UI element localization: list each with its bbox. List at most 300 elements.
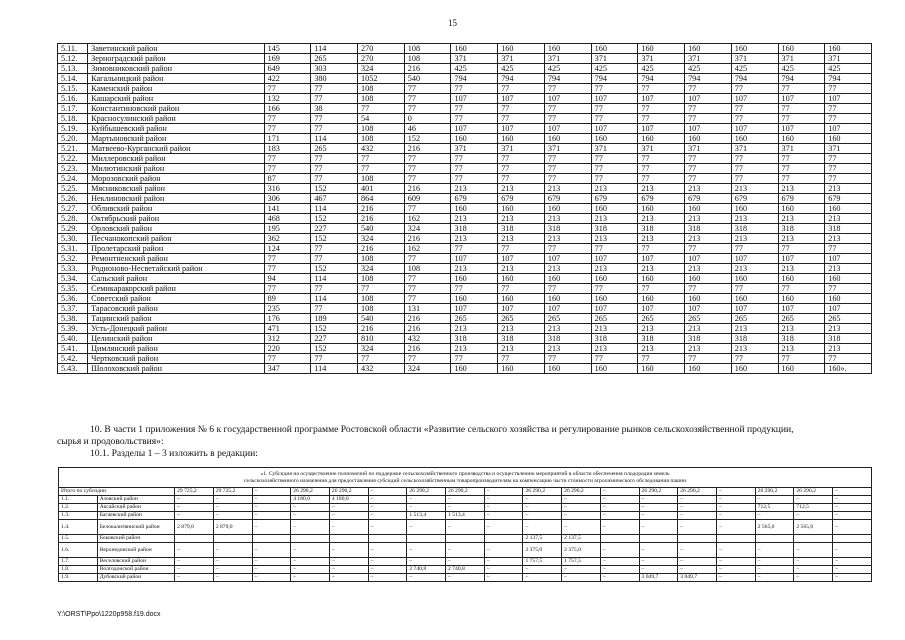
value-cell: – [716,504,755,512]
value-cell: – [678,566,717,574]
value-cell: 107 [544,304,591,314]
row-number: 1.9. [59,574,98,582]
value-cell [639,535,678,543]
row-number: 5.24. [58,174,88,184]
value-cell: 318 [498,334,545,344]
value-cell: 107 [685,254,732,264]
value-cell: 160 [498,274,545,284]
value-cell: 540 [404,74,451,84]
value-cell: 318 [825,334,872,344]
value-cell: – [291,574,330,582]
value-cell: 77 [638,174,685,184]
value-cell: 160 [638,364,685,374]
row-number: 5.29. [58,224,88,234]
value-cell: 213 [685,264,732,274]
value-cell: 107 [731,94,778,104]
value-cell: 77 [591,84,638,94]
value-cell: 46 [404,124,451,134]
value-cell: 467 [311,194,358,204]
value-cell: 107 [451,94,498,104]
value-cell: 425 [591,64,638,74]
value-cell: 77 [498,84,545,94]
value-cell: 371 [685,144,732,154]
value-cell: – [446,543,485,558]
value-cell: – [484,558,523,566]
value-cell: 213 [778,324,825,334]
value-cell: 77 [451,174,498,184]
value-cell: – [833,496,872,504]
value-cell: – [213,504,252,512]
value-cell: 864 [358,194,405,204]
total-value: – [484,488,523,496]
value-cell: – [716,496,755,504]
value-cell [252,535,291,543]
value-cell: 371 [451,144,498,154]
value-cell: 2 740,8 [446,566,485,574]
district-name: Матвеево-Курганский район [88,144,265,154]
value-cell: – [213,566,252,574]
value-cell: 213 [638,324,685,334]
table-row [58,254,872,264]
value-cell: – [407,520,446,535]
value-cell: – [523,520,562,535]
value-cell: 216 [404,314,451,324]
value-cell: 77 [404,274,451,284]
value-cell: 679 [731,194,778,204]
district-name: Боковский район [97,535,174,543]
value-cell: 213 [685,184,732,194]
value-cell: – [329,574,368,582]
value-cell: 77 [544,174,591,184]
value-cell: 77 [778,164,825,174]
paragraph-10-1: 10.1. Разделы 1 – 3 изложить в редакции: [90,448,258,459]
value-cell: – [562,566,601,574]
value-cell: – [639,496,678,504]
district-name: Ремонтненский район [88,254,265,264]
value-cell: 160 [544,364,591,374]
table-row [58,304,872,314]
value-cell: 324 [404,224,451,234]
value-cell: – [794,512,833,520]
value-cell: 213 [731,264,778,274]
row-number: 5.20. [58,134,88,144]
value-cell: 77 [731,114,778,124]
value-cell: 77 [638,164,685,174]
table-row [58,354,872,364]
value-cell: 265 [591,314,638,324]
value-cell: 108 [358,84,405,94]
value-cell: – [484,496,523,504]
value-cell: 2 137,5 [523,535,562,543]
value-cell: 679 [591,194,638,204]
value-cell: 213 [731,324,778,334]
value-cell: 77 [544,114,591,124]
value-cell: – [175,512,214,520]
value-cell: 371 [544,54,591,64]
value-cell: 324 [358,234,405,244]
total-value: 26 290,2 [562,488,601,496]
value-cell: 77 [591,284,638,294]
value-cell: 77 [451,114,498,124]
value-cell: 77 [544,104,591,114]
value-cell: 108 [358,174,405,184]
value-cell: 2 137,5 [562,535,601,543]
value-cell: – [446,520,485,535]
total-value: 26 290,2 [329,488,368,496]
row-number: 1.2. [59,504,98,512]
value-cell: – [562,496,601,504]
value-cell: 213 [544,344,591,354]
value-cell: 371 [591,54,638,64]
row-number: 5.12. [58,54,88,64]
value-cell: – [175,496,214,504]
value-cell: 324 [404,364,451,374]
value-cell: 77 [544,354,591,364]
value-cell: 425 [544,64,591,74]
value-cell: 107 [778,124,825,134]
value-cell: 213 [685,234,732,244]
table-row [58,314,872,324]
value-cell: 160 [544,204,591,214]
value-cell: 77 [685,164,732,174]
value-cell: 108 [358,94,405,104]
district-name: Багаевский район [97,512,174,520]
value-cell: 213 [591,324,638,334]
value-cell: 107 [825,304,872,314]
value-cell: 77 [311,304,358,314]
value-cell: 213 [825,344,872,354]
value-cell: 160 [638,204,685,214]
value-cell: 160 [731,204,778,214]
value-cell [600,535,639,543]
value-cell: 114 [311,134,358,144]
value-cell [678,535,717,543]
table-row [58,94,872,104]
table-row [58,324,872,334]
value-cell: 213 [825,264,872,274]
value-cell: 213 [498,214,545,224]
value-cell: 77 [638,114,685,124]
table-row [59,558,872,566]
value-cell: 160 [591,204,638,214]
value-cell: 318 [685,334,732,344]
value-cell: 107 [731,124,778,134]
table-row [58,174,872,184]
value-cell: 77 [544,284,591,294]
value-cell: 213 [451,264,498,274]
district-name: Родионово-Несветайский район [88,264,265,274]
subsidy-table [58,467,872,582]
value-cell: – [600,543,639,558]
row-number: 5.43. [58,364,88,374]
row-number: 5.40. [58,334,88,344]
value-cell: 77 [825,154,872,164]
row-number: 5.23. [58,164,88,174]
value-cell: 77 [404,154,451,164]
value-cell: 432 [358,144,405,154]
value-cell: 77 [311,154,358,164]
value-cell: 794 [731,74,778,84]
value-cell: 107 [591,254,638,264]
value-cell: – [368,566,407,574]
value-cell: 425 [638,64,685,74]
value-cell: 160 [825,44,872,54]
value-cell: 77 [685,284,732,294]
value-cell: 77 [404,354,451,364]
value-cell: 77 [358,104,405,114]
value-cell: 77 [825,174,872,184]
value-cell: 107 [638,94,685,104]
value-cell: 77 [498,114,545,124]
value-cell: 77 [685,104,732,114]
district-name: Неклиновский район [88,194,265,204]
value-cell: 2 879,0 [213,520,252,535]
district-name: Зимовниковский район [88,64,265,74]
value-cell: 152 [404,134,451,144]
header-line-1: «1. Субсидия на осуществление полномочий по поддержке сельскохозяйственного производства и осуществлению мероприятий в области обеспечения плодородия земель [260,470,670,477]
value-cell: 1 757,5 [523,558,562,566]
table-row [58,224,872,234]
district-name: Волгодонской район [97,566,174,574]
value-cell: 2 740,8 [407,566,446,574]
value-cell: 77 [731,174,778,184]
district-name: Песчанокопский район [88,234,265,244]
value-cell: 162 [404,244,451,254]
value-cell: 152 [311,344,358,354]
district-name: Чертковский район [88,354,265,364]
table-row [58,124,872,134]
value-cell: 794 [778,74,825,84]
value-cell: 54 [358,114,405,124]
value-cell: 77 [404,84,451,94]
value-cell: 216 [358,244,405,254]
value-cell: 362 [264,234,311,244]
value-cell: 77 [264,354,311,364]
value-cell: 107 [498,124,545,134]
value-cell: 213 [638,264,685,274]
value-cell: 213 [825,214,872,224]
value-cell: 213 [451,214,498,224]
value-cell: – [600,504,639,512]
row-number: 5.39. [58,324,88,334]
value-cell: – [678,520,717,535]
value-cell: 77 [825,284,872,294]
value-cell: 107 [778,254,825,264]
value-cell: 160 [451,134,498,144]
value-cell: 77 [358,164,405,174]
value-cell: 216 [404,324,451,334]
value-cell: 160 [498,134,545,144]
row-number: 1.4. [59,520,98,535]
value-cell: 227 [311,224,358,234]
value-cell: 160 [778,44,825,54]
total-value: – [600,488,639,496]
value-cell: 160 [498,204,545,214]
value-cell [716,535,755,543]
row-number: 1.3. [59,512,98,520]
value-cell: – [639,558,678,566]
value-cell: 213 [451,234,498,244]
value-cell: 77 [544,244,591,254]
value-cell: – [562,574,601,582]
table-row [59,496,872,504]
total-value: 26 290,2 [446,488,485,496]
value-cell: 318 [731,224,778,234]
value-cell: 347 [264,364,311,374]
value-cell: – [252,520,291,535]
value-cell: – [833,566,872,574]
value-cell: 371 [825,144,872,154]
value-cell: 107 [778,94,825,104]
value-cell: 213 [638,234,685,244]
value-cell: 213 [591,264,638,274]
value-cell: 2 565,0 [755,520,794,535]
value-cell: 160 [591,294,638,304]
total-value: 26 290,2 [407,488,446,496]
value-cell: 306 [264,194,311,204]
value-cell: – [252,504,291,512]
district-name: Веселовский район [97,558,174,566]
value-cell: 77 [685,154,732,164]
table-row [58,74,872,84]
value-cell: 371 [825,54,872,64]
value-cell: – [368,512,407,520]
value-cell: 160 [544,134,591,144]
district-name: Цимлянский район [88,344,265,354]
value-cell: 131 [404,304,451,314]
value-cell: 160 [685,204,732,214]
value-cell: – [562,520,601,535]
row-number: 5.31. [58,244,88,254]
table-row [58,294,872,304]
district-name: Целинский район [88,334,265,344]
district-name: Константиновский район [88,104,265,114]
value-cell: – [833,520,872,535]
value-cell: 213 [498,344,545,354]
value-cell: 213 [498,264,545,274]
total-value: 26 290,2 [291,488,330,496]
row-number: 5.14. [58,74,88,84]
header-line-2: сельскохозяйственного назначения для предоставления субсидий сельскохозяйственным товаропроизводителям на компенсацию части стоимости агрохимического обследования пашни [243,477,687,484]
district-name: Пролетарский район [88,244,265,254]
value-cell: 265 [451,314,498,324]
district-name: Мартыновский район [88,134,265,144]
value-cell: 77 [451,104,498,114]
value-cell: – [329,520,368,535]
table-row [58,134,872,144]
value-cell: 77 [825,164,872,174]
value-cell: 1 757,5 [562,558,601,566]
total-value: 26 290,2 [523,488,562,496]
total-value: 26 290,2 [755,488,794,496]
value-cell: 712,5 [755,504,794,512]
value-cell: 160 [731,134,778,144]
district-name: Зерноградский район [88,54,265,64]
value-cell: – [600,512,639,520]
value-cell: 425 [778,64,825,74]
value-cell: 108 [404,54,451,64]
value-cell: – [291,566,330,574]
value-cell: – [678,504,717,512]
value-cell: – [252,558,291,566]
value-cell: 265 [778,314,825,324]
value-cell: – [484,543,523,558]
value-cell: 166 [264,104,311,114]
value-cell [484,535,523,543]
value-cell: 77 [685,174,732,184]
value-cell: 265 [731,314,778,324]
value-cell: 213 [451,344,498,354]
value-cell: 432 [358,364,405,374]
value-cell: – [291,558,330,566]
value-cell: 77 [638,104,685,114]
value-cell: – [213,496,252,504]
value-cell: 77 [311,354,358,364]
value-cell: 108 [404,44,451,54]
file-path-footer: Y:\ORST\Ppo\1220p958.f19.docx [57,611,161,618]
value-cell [368,535,407,543]
total-row [59,488,872,496]
value-cell: 468 [264,214,311,224]
value-cell: 794 [451,74,498,84]
value-cell: 213 [778,344,825,354]
value-cell: 77 [311,164,358,174]
value-cell: 107 [731,254,778,264]
value-cell: 145 [264,44,311,54]
value-cell: 77 [498,154,545,164]
value-cell: 77 [778,244,825,254]
value-cell: 265 [544,314,591,324]
value-cell: 114 [311,294,358,304]
value-cell: 371 [451,54,498,64]
row-number: 5.36. [58,294,88,304]
value-cell: 77 [404,94,451,104]
value-cell: 77 [638,244,685,254]
value-cell: 77 [404,294,451,304]
value-cell: 213 [544,264,591,274]
value-cell: 649 [264,64,311,74]
value-cell: 609 [404,194,451,204]
value-cell: 77 [638,354,685,364]
value-cell: – [562,512,601,520]
value-cell: 216 [404,64,451,74]
value-cell: – [329,543,368,558]
value-cell: 77 [778,154,825,164]
value-cell: – [446,558,485,566]
value-cell: – [252,512,291,520]
value-cell: 679 [638,194,685,204]
value-cell: 794 [825,74,872,84]
value-cell: 77 [264,264,311,274]
value-cell: – [213,512,252,520]
value-cell: – [407,558,446,566]
value-cell: – [252,566,291,574]
value-cell: 160 [451,204,498,214]
value-cell: 265 [311,54,358,64]
district-name: Красносулинский район [88,114,265,124]
value-cell: 77 [498,174,545,184]
row-number: 5.21. [58,144,88,154]
value-cell: 794 [685,74,732,84]
value-cell: 77 [404,164,451,174]
value-cell: 77 [591,104,638,114]
value-cell: 107 [825,94,872,104]
value-cell [329,535,368,543]
value-cell: 107 [544,94,591,104]
value-cell: – [755,566,794,574]
value-cell: 265 [498,314,545,324]
value-cell: 213 [638,344,685,354]
